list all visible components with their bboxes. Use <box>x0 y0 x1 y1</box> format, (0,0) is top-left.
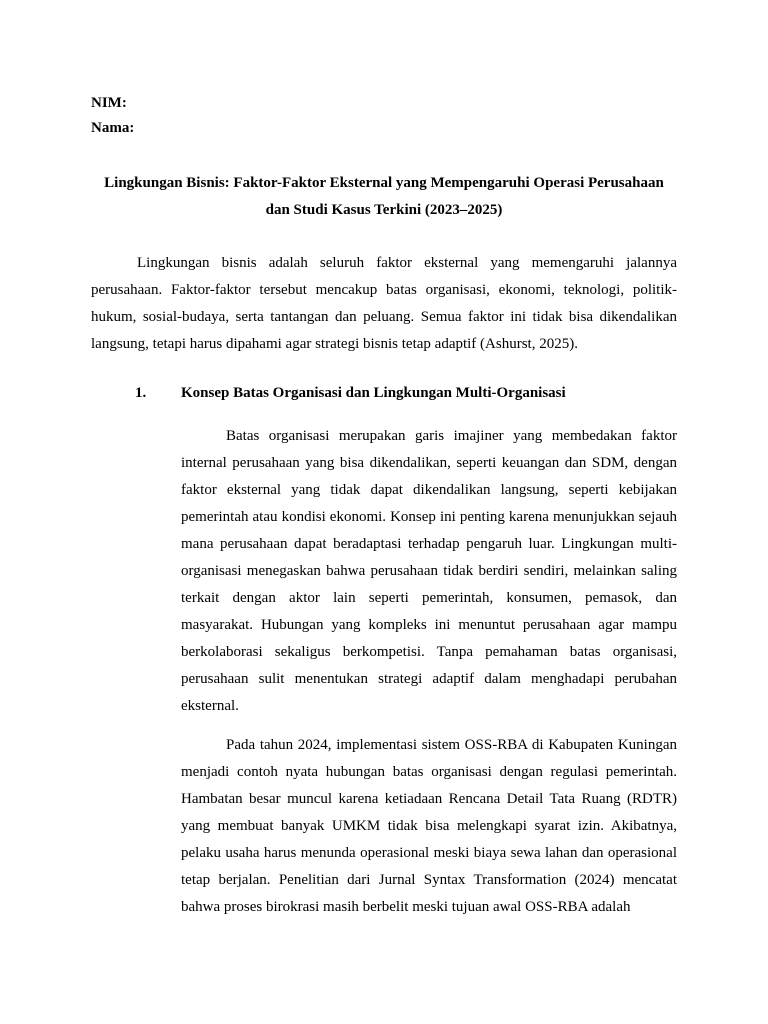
section-paragraph-2: Pada tahun 2024, implementasi sistem OSS-RBA di Kabupaten Kuningan menjadi contoh nyata hubungan batas organisasi dengan regulasi pemerintah. Hambatan besar muncul karena ketiadaan Rencana Detail Tata Ruang (RDTR) yang membuat banyak UMKM tidak bisa melengkapi syarat izin. Akibatnya, pelaku usaha harus menunda operasional meski biaya sewa lahan dan operasional tetap berjalan. Penelitian dari Jurnal Syntax Transformation (2024) mencatat bahwa proses birokrasi masih berbelit meski tujuan awal OSS-RBA adalah <box>181 737 677 915</box>
intro-paragraph: Lingkungan bisnis adalah seluruh faktor eksternal yang memengaruhi jalannya perusahaan. Faktor-faktor tersebut mencakup batas organisasi, ekonomi, teknologi, politik-hukum, sosial-budaya, serta tantangan dan peluang. Semua faktor ini tidak bisa dikendalikan langsung, tetapi harus dipahami agar strategi bisnis tetap adaptif (Ashurst, 2025). <box>91 255 677 352</box>
section-number: 1. <box>135 385 147 401</box>
section-paragraph-1: Batas organisasi merupakan garis imajiner yang membedakan faktor internal perusahaan yang bisa dikendalikan, seperti keuangan dan SDM, dengan faktor eksternal yang tidak dapat dikendalikan langsung, seperti kebijakan pemerintah atau kondisi ekonomi. Konsep ini penting karena menunjukkan sejauh mana perusahaan dapat beradaptasi terhadap pengaruh luar. Lingkungan multi-organisasi menegaskan bahwa perusahaan tidak berdiri sendiri, melainkan saling terkait dengan aktor lain seperti pemerintah, konsumen, pemasok, dan masyarakat. Hubungan yang kompleks ini menuntut perusahaan agar mampu berkolaborasi sekaligus berkompetisi. Tanpa pemahaman batas organisasi, perusahaan sulit menentukan strategi adaptif dalam menghadapi perubahan eksternal. <box>181 428 677 714</box>
nim-label: NIM: <box>91 95 127 111</box>
document-title-line-1: Lingkungan Bisnis: Faktor-Faktor Eksternal yang Mempengaruhi Operasi Perusahaan <box>104 175 664 191</box>
document-title-line-2: dan Studi Kasus Terkini (2023–2025) <box>265 202 503 218</box>
section-heading: Konsep Batas Organisasi dan Lingkungan Multi-Organisasi <box>181 385 566 401</box>
nama-label: Nama: <box>91 120 135 136</box>
